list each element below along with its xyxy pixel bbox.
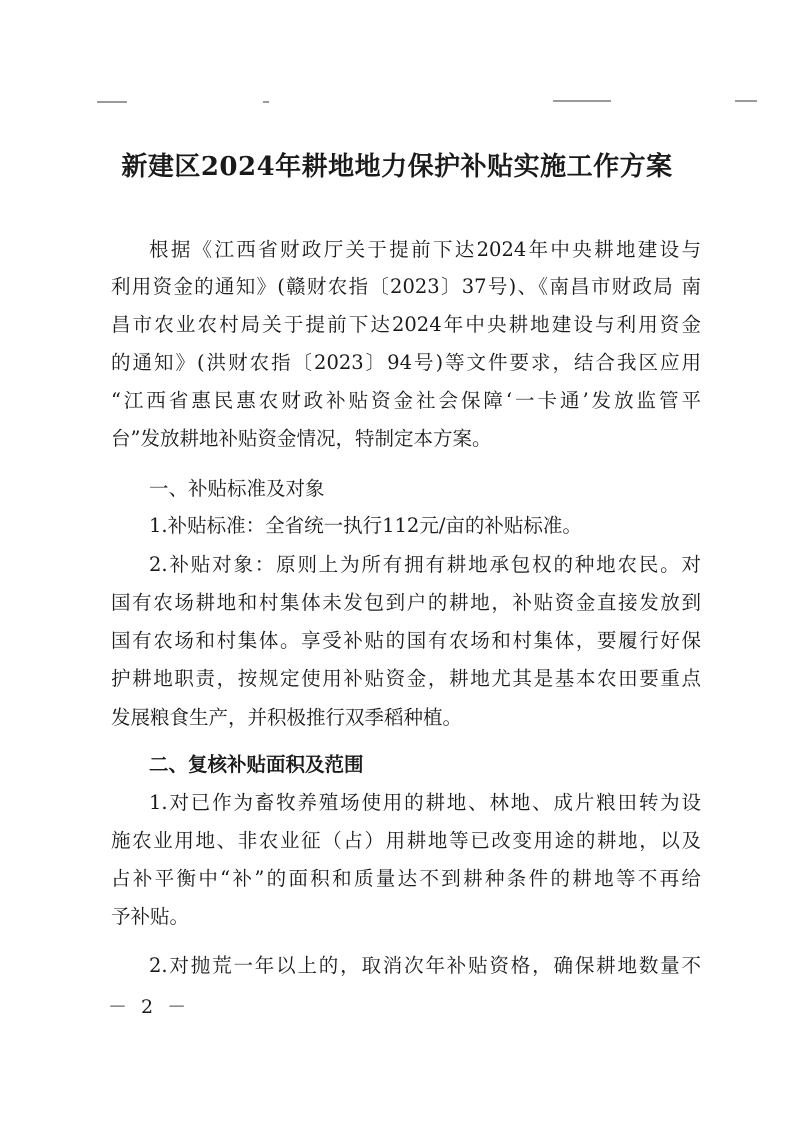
body-line: 利用资金的通知》(赣财农指〔2023〕37号)、《南昌市财政局 南	[111, 275, 701, 298]
body-line: 台”发放耕地补贴资金情况，特制定本方案。	[111, 427, 492, 450]
scan-mark	[735, 100, 757, 102]
body-line: “江西省惠民惠农财政补贴资金社会保障‘一卡通’发放监管平	[111, 389, 701, 412]
body-line: 1.补贴标准：全省统一执行112元/亩的补贴标准。	[149, 514, 582, 537]
page-number: － 2 －	[108, 996, 191, 1018]
body-line: 占补平衡中“补”的面积和质量达不到耕种条件的耕地等不再给	[111, 867, 701, 890]
body-line: 的通知》(洪财农指〔2023〕94号)等文件要求，结合我区应用	[111, 351, 701, 374]
body-line: 发展粮食生产，并积极推行双季稻种植。	[111, 706, 463, 729]
section-heading: 一、补贴标准及对象	[149, 477, 325, 500]
body-line: 根据《江西省财政厅关于提前下达2024年中央耕地建设与	[149, 238, 701, 261]
body-line: 护耕地职责，按规定使用补贴资金，耕地尤其是基本农田要重点	[111, 667, 701, 690]
body-line: 昌市农业农村局关于提前下达2024年中央耕地建设与利用资金	[111, 313, 701, 336]
body-line: 2.补贴对象：原则上为所有拥有耕地承包权的种地农民。对	[149, 553, 701, 576]
body-line: 施农业用地、非农业征（占）用耕地等已改变用途的耕地，以及	[111, 829, 701, 852]
scan-mark	[263, 101, 269, 103]
body-line: 国有农场耕地和村集体未发包到户的耕地，补贴资金直接发放到	[111, 591, 701, 614]
section-heading: 二、复核补贴面积及范围	[149, 753, 364, 776]
document-title: 新建区2024年耕地地力保护补贴实施工作方案	[121, 152, 673, 182]
body-line: 予补贴。	[111, 905, 190, 928]
body-line: 1.对已作为畜牧养殖场使用的耕地、林地、成片粮田转为设	[149, 791, 701, 814]
scan-mark	[553, 100, 611, 102]
body-line: 2.对抛荒一年以上的，取消次年补贴资格，确保耕地数量不	[149, 954, 701, 977]
body-line: 国有农场和村集体。享受补贴的国有农场和村集体，要履行好保	[111, 629, 701, 652]
scan-mark	[97, 101, 127, 103]
